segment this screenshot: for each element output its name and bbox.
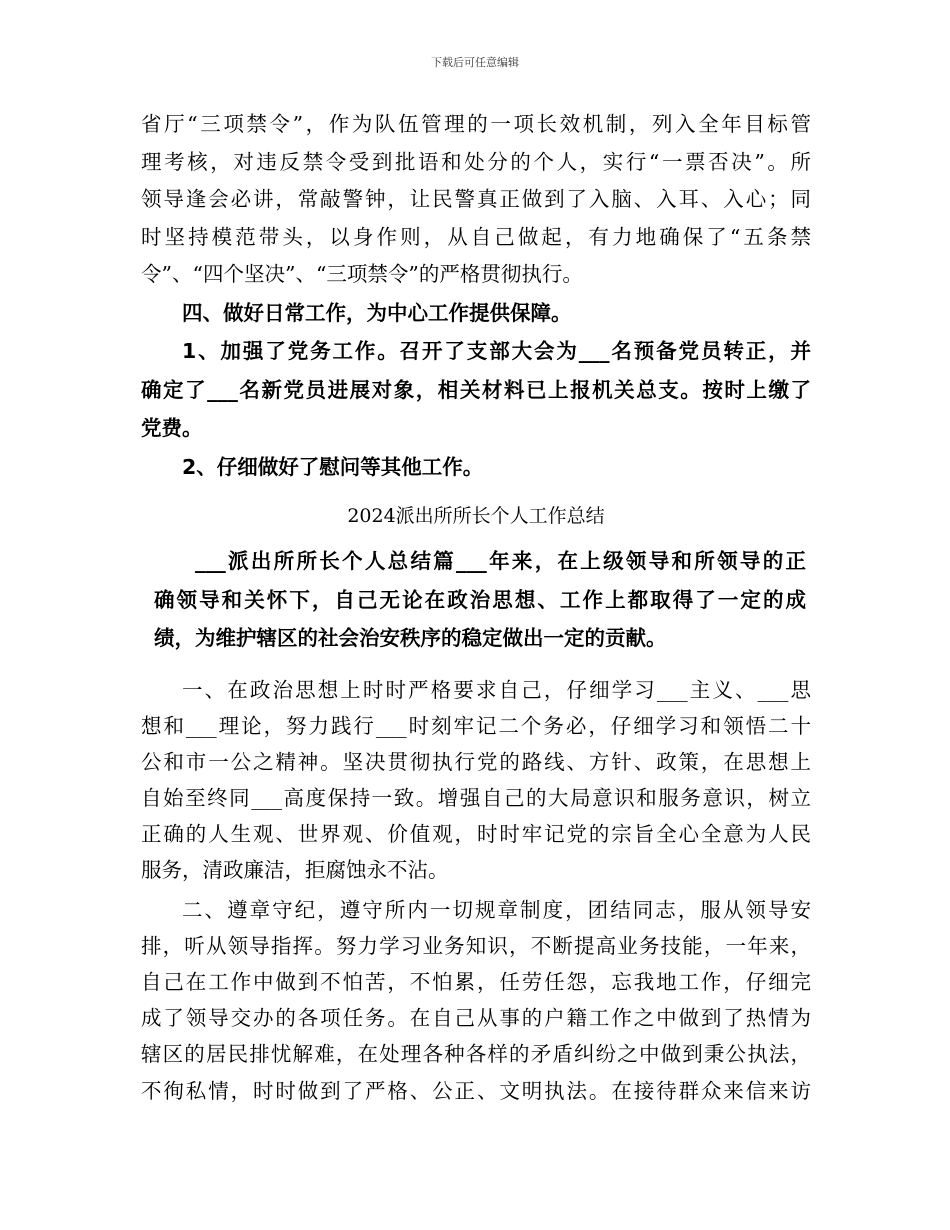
text-line: 不徇私情，时时做到了严格、公正、文明执法。在接待群众来信来访: [141, 1078, 811, 1103]
text-line: 理考核，对违反禁令受到批语和处分的个人，实行“一票否决”。所: [141, 149, 811, 174]
paragraph-prohibitions: [141, 106, 811, 294]
text-line: 省厅“三项禁令”，作为队伍管理的一项长效机制，列入全年目标管: [141, 112, 811, 136]
text-line: 时坚持模范带头，以身作则，从自己做起，有力地确保了“五条禁: [141, 224, 811, 249]
text-line: 自始至终同___高度保持一致。增强自己的大局意识和服务意识，树立: [141, 786, 811, 811]
text-line: 1、加强了党务工作。召开了支部大会为___名预备党员转正，并: [182, 339, 811, 363]
text-line: ___派出所所长个人总结篇___年来，在上级领导和所领导的正: [195, 549, 806, 573]
summary-paragraph: [154, 542, 806, 658]
paragraph-political-thought: [141, 672, 811, 889]
text-line: 成了领导交办的各项任务。在自己从事的户籍工作之中做到了热情为: [141, 1006, 811, 1031]
text-line: 自己在工作中做到不怕苦，不怕累，任劳任怨，忘我地工作，仔细完: [141, 970, 811, 994]
text-line: 排，听从领导指挥。努力学习业务知识，不断提高业务技能，一年来，: [141, 933, 811, 958]
text-line: 领导逢会必讲，常敲警钟，让民警真正做到了入脑、入耳、入心；同: [141, 187, 811, 211]
paragraph-discipline: [141, 892, 811, 1109]
section-heading: 四、做好日常工作，为中心工作提供保障。: [182, 300, 572, 325]
text-line: 2、仔细做好了慰问等其他工作。: [182, 454, 484, 479]
document-title: 2024派出所所长个人工作总结: [347, 505, 605, 527]
document-body: [141, 106, 811, 1109]
text-line: 二、遵章守纪，遵守所内一切规章制度，团结同志，服从领导安: [182, 897, 811, 922]
text-line: 一、在政治思想上时时严格要求自己，仔细学习___主义、___思: [182, 677, 811, 702]
text-line: 绩，为维护辖区的社会治安秩序的稳定做出一定的贡献。: [154, 626, 667, 650]
text-line: 辖区的居民排忧解难，在处理各种各样的矛盾纠纷之中做到秉公执法，: [141, 1042, 811, 1067]
text-line: 想和___理论，努力践行___时刻牢记二个务必，仔细学习和领悟二十: [141, 713, 811, 738]
text-line: 确定了___名新党员进展对象，相关材料已上报机关总支。按时上缴了: [141, 377, 811, 402]
section-four: [141, 294, 811, 487]
text-line: 确领导和关怀下，自己无论在政治思想、工作上都取得了一定的成: [154, 587, 806, 612]
text-line: 党费。: [141, 416, 203, 440]
page-header: 下载后可任意编辑: [431, 56, 519, 69]
text-line: 正确的人生观、世界观、价值观，时时牢记党的宗旨全心全意为人民: [141, 822, 811, 847]
text-line: 公和市一公之精神。坚决贯彻执行党的路线、方针、政策，在思想上: [141, 749, 811, 774]
text-line: 令”、“四个坚决”、“三项禁令”的严格贯彻执行。: [141, 262, 583, 286]
text-line: 服务，清政廉洁，拒腐蚀永不沾。: [141, 858, 449, 883]
